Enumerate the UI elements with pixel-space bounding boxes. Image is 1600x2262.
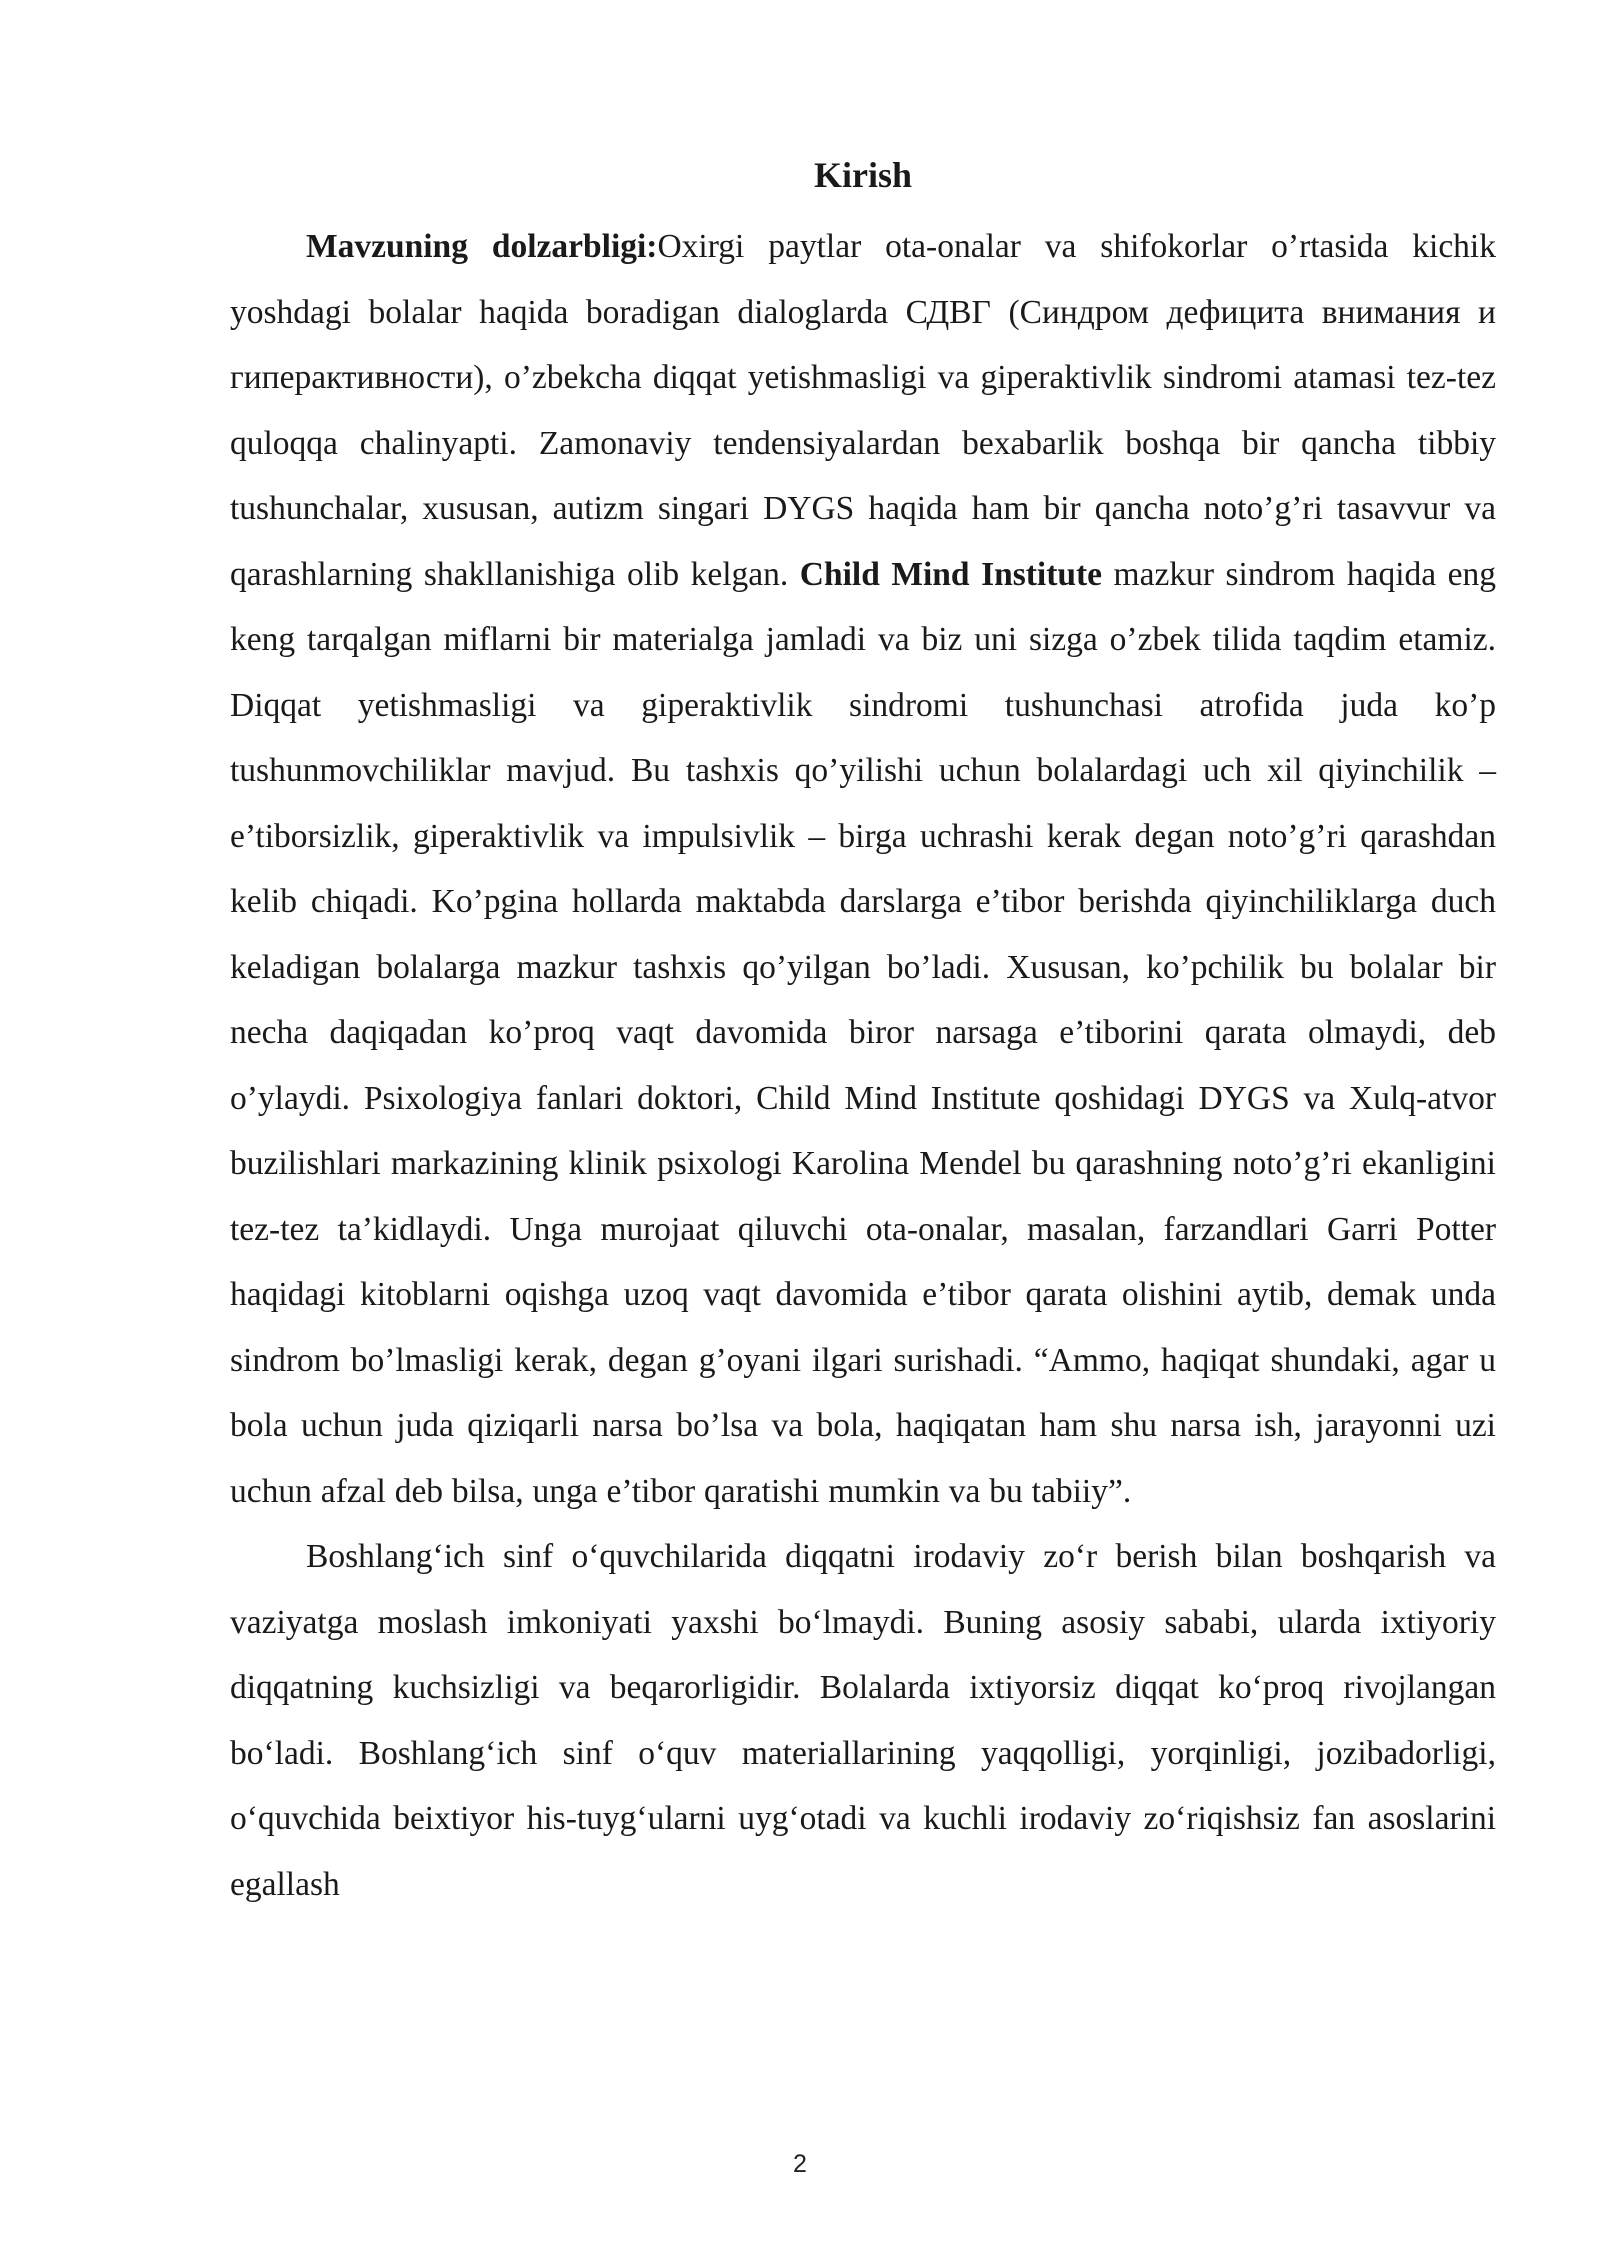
paragraph-text-part-b: mazkur sindrom haqida eng keng tarqalgan miflarni bir materialga jamladi va biz uni sizga o’zbek tilida taqdim etamiz. Diqqat yetishmasligi va giperaktivlik sindromi tushunchasi atrofida juda ko’p tushunmovchiliklar mavjud. Bu tashxis qo’yilishi uchun bolalardagi uch xil qiyinchilik – e’tiborsizlik, giperaktivlik va impulsivlik – birga uchrashi kerak degan noto’g’ri qarashdan kelib chiqadi. Ko’pgina hollarda maktabda darslarga e’tibor berishda qiyinchiliklarga duch keladigan bolalarga mazkur tashxis qo’yilgan bo’ladi. Xususan, ko’pchilik bu bolalar bir necha daqiqadan ko’proq vaqt davomida biror narsaga e’tiborini qarata olmaydi, deb o’ylaydi. Psixologiya fanlari doktori, Child Mind Institute qoshidagi DYGS va Xulq-atvor buzilishlari markazining klinik psixologi Karolina Mendel bu qarashning noto’g’ri ekanligini tez-tez ta’kidlaydi. Unga murojaat qiluvchi ota-onalar, masalan, farzandlari Garri Potter haqidagi kitoblarni oqishga uzoq vaqt davomida e’tibor qarata olishini aytib, demak unda sindrom bo’lmasligi kerak, degan g’oyani ilgari surishadi. “Ammo, haqiqat shundaki, agar u bola uchun juda qiziqarli narsa bo’lsa va bola, haqiqatan ham shu narsa ish, jarayonni uzi uchun afzal deb bilsa, unga e’tibor qaratishi mumkin va bu tabiiy”. bbox=[230, 555, 1496, 1510]
paragraph-text-part-a: Oxirgi paytlar ota-onalar va shifokorlar o’rtasida kichik yoshdagi bolalar haqida boradigan dialoglarda СДВГ (Синдром дефицита внимания и гиперактивности), o’zbekcha diqqat yetishmasligi va giperaktivlik sindromi atamasi tez-tez quloqqa chalinyapti. Zamonaviy tendensiyalardan bexabarlik boshqa bir qancha tibbiy tushunchalar, xususan, autizm singari DYGS haqida ham bir qancha noto’g’ri tasavvur va qarashlarning shakllanishiga olib kelgan. bbox=[230, 228, 1496, 593]
relevance-lead: Mavzuning dolzarbligi: bbox=[306, 228, 658, 265]
paragraph-relevance bbox=[230, 214, 1496, 1524]
paragraph-primary-school bbox=[230, 1524, 1496, 1917]
page-number: 2 bbox=[793, 2150, 807, 2178]
institute-name: Child Mind Institute bbox=[799, 555, 1103, 593]
document-page bbox=[230, 148, 1496, 1917]
paragraph-text: Boshlang‘ich sinf o‘quvchilarida diqqatni irodaviy zo‘r berish bilan boshqarish va vaziyatga moslash imkoniyati yaxshi bo‘lmaydi. Buning asosiy sababi, ularda ixtiyoriy diqqatning kuchsizligi va beqarorligidir. Bolalarda ixtiyorsiz diqqat ko‘proq rivojlangan bo‘ladi. Boshlang‘ich sinf o‘quv materiallarining yaqqolligi, yorqinligi, jozibadorligi, o‘quvchida beixtiyor his-tuyg‘ularni uyg‘otadi va kuchli irodaviy zo‘riqishsiz fan asoslarini egallash bbox=[230, 1538, 1496, 1903]
section-heading: Kirish bbox=[813, 155, 912, 195]
